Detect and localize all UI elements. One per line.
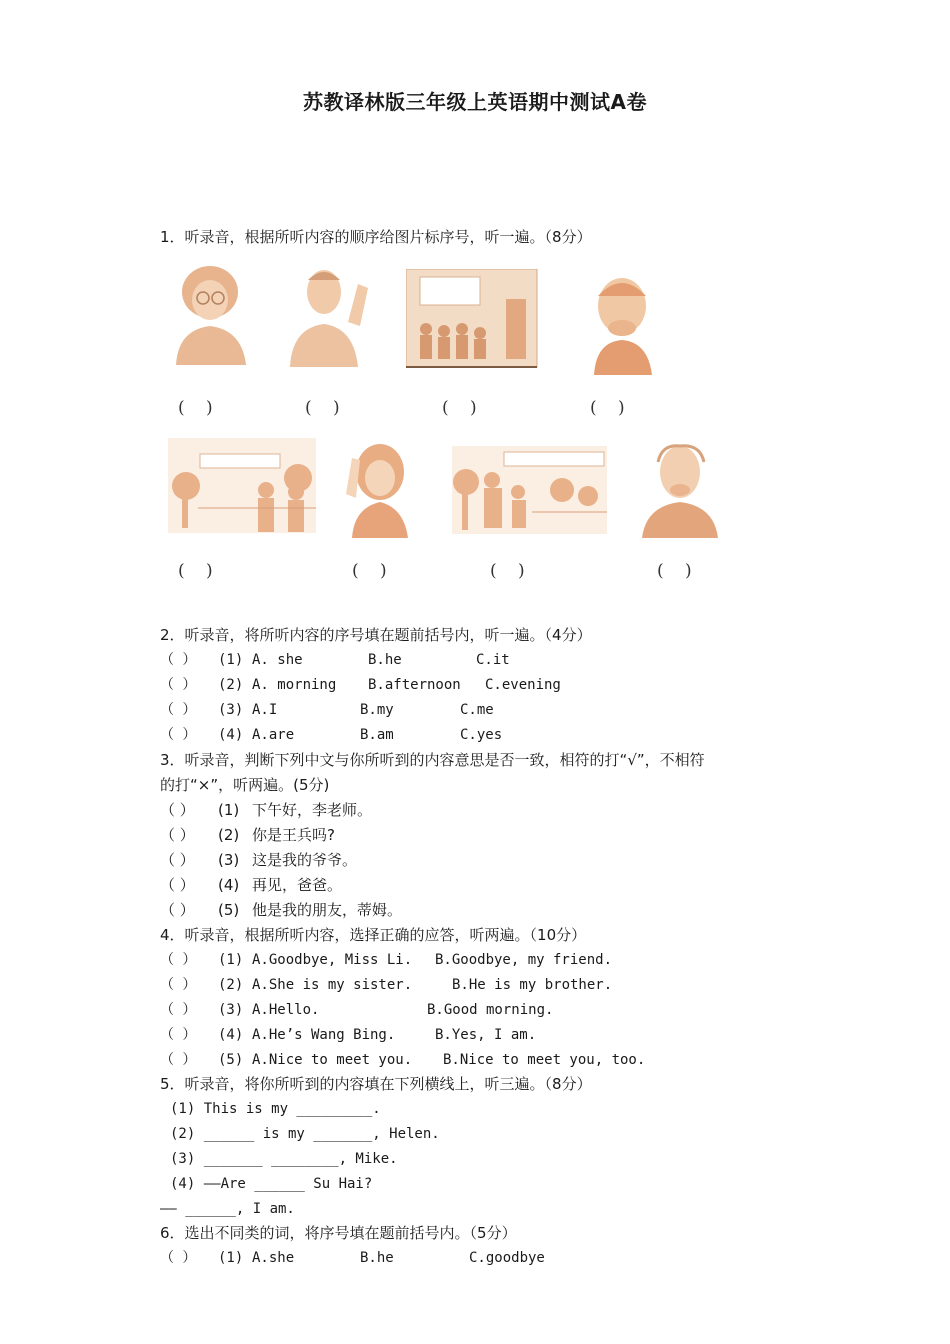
- item-number: (2): [218, 826, 240, 844]
- item-number: (1): [218, 652, 244, 668]
- paren-close: ): [685, 561, 692, 581]
- answer-paren: （ ）: [160, 727, 197, 743]
- answer-paren: （ ）: [160, 851, 195, 869]
- picture-grandpa: [638, 438, 720, 538]
- q4-heading: 4．听录音，根据所听内容，选择正确的应答，听两遍。（10分）: [160, 926, 587, 944]
- option-b: B.He is my brother.: [452, 977, 613, 993]
- item-number: (1): [218, 1250, 244, 1266]
- paren-close: ): [470, 398, 477, 418]
- picture-family-walking: [452, 446, 607, 534]
- option-b: B.my: [360, 702, 394, 718]
- answer-paren: （ ）: [160, 1027, 197, 1043]
- option-a: A.He’s Wang Bing.: [252, 1027, 396, 1043]
- paren-open: (: [178, 398, 185, 418]
- paren-open: (: [590, 398, 597, 418]
- paren-close: ): [380, 561, 387, 581]
- item-number: (5): [218, 1052, 244, 1068]
- answer-paren: （ ）: [160, 876, 195, 894]
- item-number: (2): [218, 677, 244, 693]
- item-text: 他是我的朋友，蒂姆。: [252, 901, 403, 919]
- answer-paren: （ ）: [160, 977, 197, 993]
- q1-heading: 1．听录音，根据所听内容的顺序给图片标序号，听一遍。（8分）: [160, 228, 592, 246]
- item-number: (4): [218, 727, 244, 743]
- option-a: A.She is my sister.: [252, 977, 413, 993]
- paren-open: (: [178, 561, 185, 581]
- answer-paren: （ ）: [160, 1052, 197, 1068]
- item-number: (3): [218, 851, 240, 869]
- option-a: A.she: [252, 1250, 295, 1266]
- item-number: (4): [218, 876, 240, 894]
- answer-paren: （ ）: [160, 801, 195, 819]
- paren-close: ): [206, 398, 213, 418]
- item-text: 你是王兵吗?: [252, 826, 335, 844]
- paren-close: ): [333, 398, 340, 418]
- answer-paren: （ ）: [160, 652, 197, 668]
- option-a: A.Hello.: [252, 1002, 320, 1018]
- option-b: B.he: [368, 652, 402, 668]
- picture-boy-covering-mouth: [586, 270, 661, 375]
- picture-classroom: [406, 269, 538, 369]
- option-b: B.Yes, I am.: [435, 1027, 537, 1043]
- page-title: 苏教译林版三年级上英语期中测试A卷: [303, 90, 647, 114]
- paren-open: (: [352, 561, 359, 581]
- q5-fill-line: (2) ______ is my _______, Helen.: [170, 1126, 440, 1142]
- item-number: (1): [218, 952, 244, 968]
- picture-girl-waving: [342, 438, 414, 538]
- option-b: B.afternoon: [368, 677, 461, 693]
- answer-paren: （ ）: [160, 1002, 197, 1018]
- answer-paren: （ ）: [160, 677, 197, 693]
- item-number: (5): [218, 901, 240, 919]
- option-a: A.Goodbye, Miss Li.: [252, 952, 413, 968]
- q3-heading-line1: 3．听录音，判断下列中文与你所听到的内容意思是否一致，相符的打“√”，不相符: [160, 751, 705, 769]
- answer-paren: （ ）: [160, 702, 197, 718]
- item-text: 下午好，李老师。: [252, 801, 373, 819]
- item-number: (1): [218, 801, 240, 819]
- paren-close: ): [518, 561, 525, 581]
- option-b: B.am: [360, 727, 394, 743]
- item-text: 再见，爸爸。: [252, 876, 343, 894]
- q5-fill-line: (1) This is my _________.: [170, 1101, 381, 1117]
- option-c: C.goodbye: [469, 1250, 545, 1266]
- option-c: C.it: [476, 652, 510, 668]
- option-b: B.Nice to meet you, too.: [443, 1052, 646, 1068]
- answer-paren: （ ）: [160, 1250, 197, 1266]
- q5-fill-line: —— ______, I am.: [160, 1201, 295, 1217]
- paren-open: (: [442, 398, 449, 418]
- q6-heading: 6．选出不同类的词，将序号填在题前括号内。（5分）: [160, 1224, 517, 1242]
- picture-family-park: [168, 438, 316, 533]
- answer-paren: （ ）: [160, 952, 197, 968]
- paren-open: (: [657, 561, 664, 581]
- item-number: (3): [218, 1002, 244, 1018]
- paren-close: ): [618, 398, 625, 418]
- option-a: A.Nice to meet you.: [252, 1052, 413, 1068]
- picture-grandma: [168, 260, 253, 365]
- q5-fill-line: (3) _______ ________, Mike.: [170, 1151, 398, 1167]
- item-number: (2): [218, 977, 244, 993]
- item-text: 这是我的爷爷。: [252, 851, 358, 869]
- option-a: A. morning: [252, 677, 337, 693]
- item-number: (4): [218, 1027, 244, 1043]
- q5-fill-line: (4) ——Are ______ Su Hai?: [170, 1176, 373, 1192]
- paren-open: (: [490, 561, 497, 581]
- option-a: A. she: [252, 652, 303, 668]
- q3-heading-line2: 的打“×”，听两遍。(5分): [160, 776, 330, 794]
- option-c: C.me: [460, 702, 494, 718]
- paren-open: (: [305, 398, 312, 418]
- option-a: A.are: [252, 727, 295, 743]
- option-c: C.evening: [485, 677, 561, 693]
- q2-heading: 2．听录音，将所听内容的序号填在题前括号内，听一遍。（4分）: [160, 626, 592, 644]
- option-b: B.Goodbye, my friend.: [435, 952, 613, 968]
- option-b: B.Good morning.: [427, 1002, 554, 1018]
- option-a: A.I: [252, 702, 278, 718]
- answer-paren: （ ）: [160, 901, 195, 919]
- picture-man-waving: [288, 262, 373, 367]
- q5-heading: 5．听录音，将你所听到的内容填在下列横线上，听三遍。（8分）: [160, 1075, 592, 1093]
- answer-paren: （ ）: [160, 826, 195, 844]
- option-c: C.yes: [460, 727, 503, 743]
- item-number: (3): [218, 702, 244, 718]
- option-b: B.he: [360, 1250, 394, 1266]
- paren-close: ): [206, 561, 213, 581]
